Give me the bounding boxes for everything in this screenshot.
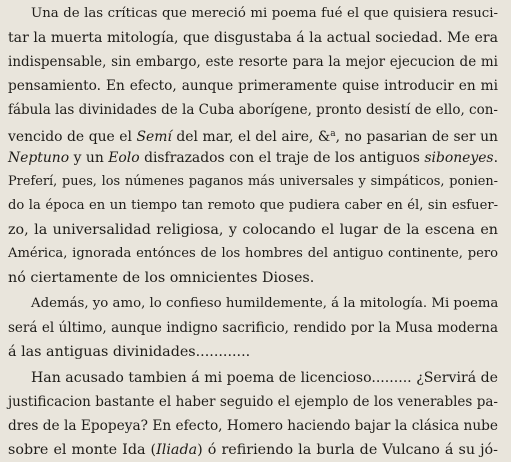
text-line: Neptuno y un Eolo disfrazados con el traje de los antiguos siboneyes. xyxy=(8,150,498,166)
text-line: América, ignorada entónces de los hombres del antiguo continente, pero xyxy=(8,246,498,261)
text-line: indispensable, sin embargo, este resorte para la mejor ejecucion de mi xyxy=(8,54,498,70)
text-line: nó ciertamente de los omnicientes Dioses. xyxy=(8,270,315,286)
text-line: Han acusado tambien á mi poema de licencioso......... ¿Servirá de xyxy=(31,370,498,386)
text-line: zo, la universalidad religiosa, y colocando el lugar de la escena en xyxy=(8,222,498,238)
text-line: será el último, aunque indigno sacrificio, rendido por la Musa moderna xyxy=(8,320,498,336)
italic-word: Iliada xyxy=(156,442,198,458)
text-line: Preferí, pues, los númenes paganos más universales y simpáticos, ponien- xyxy=(8,174,498,189)
text-line: tar la muerta mitología, que disgustaba á la actual sociedad. Me era xyxy=(8,30,498,46)
text-line: pensamiento. En efecto, aunque primeramente quise introducir en mi xyxy=(8,78,498,94)
text-line: á las antiguas divinidades............ xyxy=(8,344,251,360)
text-line: Además, yo amo, lo confieso humildemente, á la mitología. Mi poema xyxy=(31,296,499,311)
text-line: do la época en un tiempo tan remoto que pudiera caber en él, sin esfuer- xyxy=(8,198,498,213)
italic-word: Eolo xyxy=(108,150,140,166)
superscript-a: a xyxy=(330,129,336,139)
italic-word: siboneyes xyxy=(424,150,494,166)
italic-word: Neptuno xyxy=(8,150,70,166)
italic-word: Semí xyxy=(136,129,172,145)
text-line: dres de la Epopeya? En efecto, Homero haciendo bajar la clásica nube xyxy=(8,418,498,434)
text-line: fábula las divinidades de la Cuba aborígene, pronto desistí de ello, con- xyxy=(8,102,498,118)
text-line: vencido de que el Semí del mar, el del aire, &$^a$, no pasarian de ser un xyxy=(8,129,498,145)
text-line: sobre el monte Ida (Iliada) ó refiriendo la burla de Vulcano á su jó- xyxy=(8,442,498,458)
text-line: Una de las críticas que mereció mi poema fué el que quisiera resuci- xyxy=(31,6,498,21)
text-line: justificacion bastante el haber seguido el ejemplo de los venerables pa- xyxy=(8,394,498,410)
